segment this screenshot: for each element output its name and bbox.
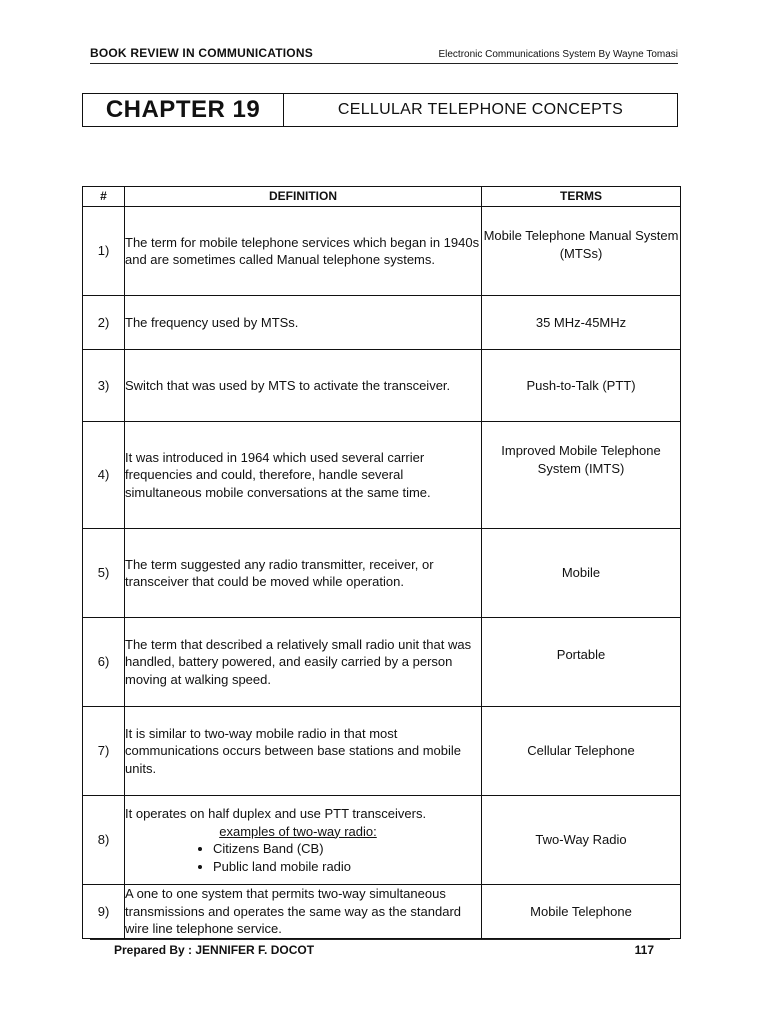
row-term: Improved Mobile Telephone System (IMTS) xyxy=(482,422,681,529)
row-number: 2) xyxy=(83,296,125,350)
row-definition: It operates on half duplex and use PTT transceivers. xyxy=(125,806,427,821)
table-row xyxy=(83,296,681,350)
row-definition: It was introduced in 1964 which used several carrier frequencies and could, therefore, handle several simultaneous mobile conversations at the same time. xyxy=(125,422,482,529)
list-item: • Public land mobile radio xyxy=(213,858,481,876)
chapter-number: CHAPTER 19 xyxy=(83,94,284,126)
column-header-definition: DEFINITION xyxy=(125,187,482,207)
examples-list xyxy=(125,840,481,875)
row-term: Two-Way Radio xyxy=(482,796,681,885)
table-row xyxy=(83,618,681,707)
row-number: 3) xyxy=(83,350,125,422)
table-row xyxy=(83,885,681,939)
examples-label: examples of two-way radio: xyxy=(219,823,377,839)
row-number: 5) xyxy=(83,529,125,618)
row-definition: The term for mobile telephone services which began in 1940s and are sometimes called Manual telephone systems. xyxy=(125,207,482,296)
row-number: 4) xyxy=(83,422,125,529)
row-definition: Switch that was used by MTS to activate the transceiver. xyxy=(125,350,482,422)
definitions-table xyxy=(82,186,681,939)
row-term: Mobile xyxy=(482,529,681,618)
row-definition-block xyxy=(125,796,482,885)
table-row xyxy=(83,207,681,296)
table-header-row xyxy=(83,187,681,207)
row-number: 9) xyxy=(83,885,125,939)
row-number: 8) xyxy=(83,796,125,885)
table-row xyxy=(83,529,681,618)
column-header-number: # xyxy=(83,187,125,207)
row-term: Push-to-Talk (PTT) xyxy=(482,350,681,422)
column-header-terms: TERMS xyxy=(482,187,681,207)
row-number: 6) xyxy=(83,618,125,707)
header-source: Electronic Communications System By Wayne Tomasi xyxy=(438,49,678,60)
list-item: • Citizens Band (CB) xyxy=(213,840,481,858)
table-row xyxy=(83,350,681,422)
row-term: Cellular Telephone xyxy=(482,707,681,796)
prepared-by: Prepared By : JENNIFER F. DOCOT xyxy=(114,943,315,957)
row-number: 1) xyxy=(83,207,125,296)
row-definition: The term suggested any radio transmitter, receiver, or transceiver that could be moved while operation. xyxy=(125,529,482,618)
row-term: Mobile Telephone Manual System (MTSs) xyxy=(482,207,681,296)
row-definition: It is similar to two-way mobile radio in that most communications occurs between base stations and mobile units. xyxy=(125,707,482,796)
table-row xyxy=(83,422,681,529)
row-definition: A one to one system that permits two-way simultaneous transmissions and operates the same way as the standard wire line telephone service. xyxy=(125,885,482,939)
row-number: 7) xyxy=(83,707,125,796)
row-term: Portable xyxy=(482,618,681,707)
row-term: Mobile Telephone xyxy=(482,885,681,939)
row-definition: The frequency used by MTSs. xyxy=(125,296,482,350)
row-definition: The term that described a relatively small radio unit that was handled, battery powered, and easily carried by a person moving at walking speed. xyxy=(125,618,482,707)
chapter-title: CELLULAR TELEPHONE CONCEPTS xyxy=(337,101,624,118)
header-book-title: BOOK REVIEW IN COMMUNICATIONS xyxy=(90,46,313,60)
page-number: 117 xyxy=(634,943,654,957)
row-term: 35 MHz-45MHz xyxy=(482,296,681,350)
table-row xyxy=(83,707,681,796)
table-row xyxy=(83,796,681,885)
chapter-banner xyxy=(82,93,678,127)
page-footer xyxy=(90,939,670,957)
page-header xyxy=(90,46,678,64)
